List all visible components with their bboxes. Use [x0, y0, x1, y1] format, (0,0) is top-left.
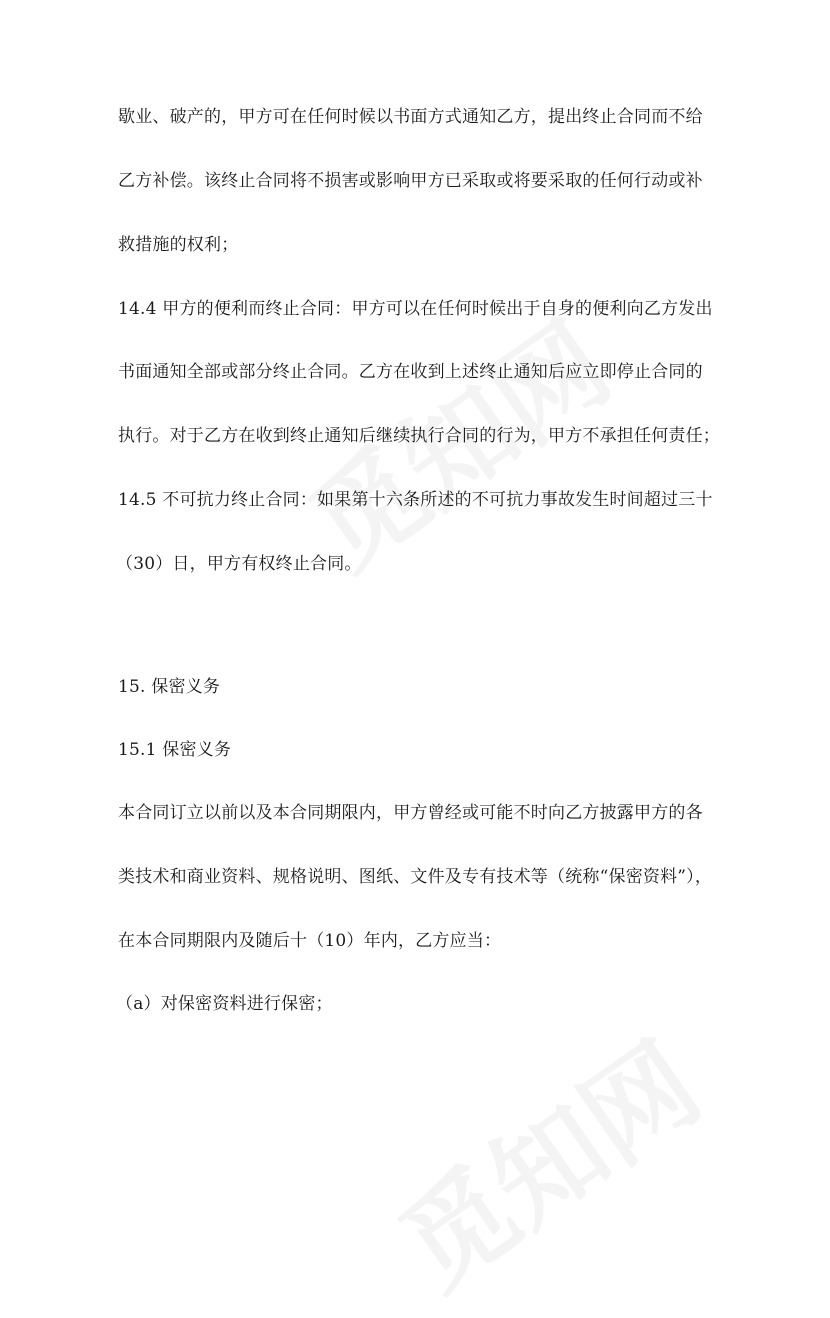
paragraph-line: 类技术和商业资料、规格说明、图纸、文件及专有技术等（统称“保密资料”），: [118, 867, 713, 887]
list-item-a: （a）对保密资料进行保密；: [116, 994, 333, 1014]
paragraph-line: 本合同订立以前以及本合同期限内，甲方曾经或可能不时向乙方披露甲方的各: [118, 803, 703, 823]
clause-14-5-line: 14.5 不可抗力终止合同：如果第十六条所述的不可抗力事故发生时间超过三十: [118, 490, 713, 510]
paragraph-line: （30）日，甲方有权终止合同。: [116, 554, 362, 574]
paragraph-line: 歇业、破产的，甲方可在任何时候以书面方式通知乙方，提出终止合同而不给: [118, 107, 703, 127]
section-15-heading: 15. 保密义务: [118, 677, 221, 697]
watermark-bottom: [365, 1000, 726, 1318]
paragraph-line: 书面通知全部或部分终止合同。乙方在收到上述终止通知后应立即停止合同的: [118, 362, 703, 382]
paragraph-line: 执行。对于乙方在收到终止通知后继续执行合同的行为，甲方不承担任何责任；: [118, 426, 720, 446]
paragraph-line: 在本合同期限内及随后十（10）年内，乙方应当：: [118, 931, 502, 951]
paragraph-line: 救措施的权利；: [118, 235, 239, 255]
clause-15-1-heading: 15.1 保密义务: [118, 740, 232, 760]
clause-14-4-line: 14.4 甲方的便利而终止合同：甲方可以在任何时候出于自身的便利向乙方发出: [118, 299, 713, 319]
paragraph-line: 乙方补偿。该终止合同将不损害或影响甲方已采取或将要采取的任何行动或补: [118, 171, 703, 191]
